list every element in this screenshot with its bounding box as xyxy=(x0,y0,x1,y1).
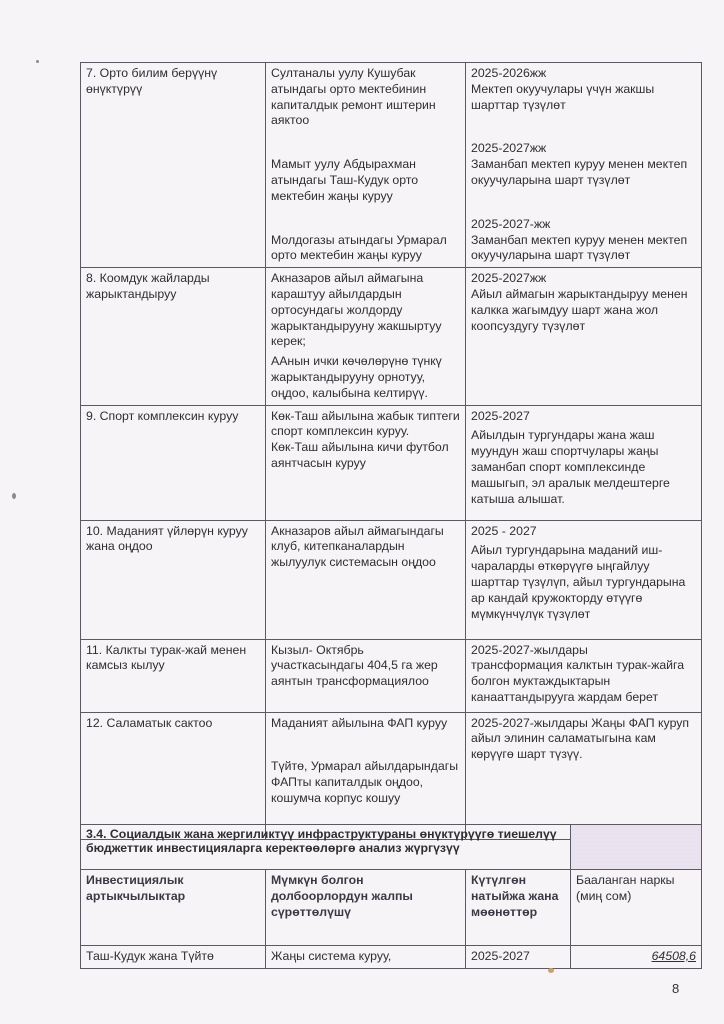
table-row xyxy=(81,712,702,839)
results-cell xyxy=(466,268,702,405)
goal-cell: 11. Калкты турак-жай менен камсыз кылуу xyxy=(81,639,266,712)
table-row xyxy=(81,268,702,405)
result-period: 2025 - 2027 xyxy=(471,523,537,538)
development-plan-table xyxy=(80,62,702,840)
results-cell xyxy=(466,405,702,520)
projects-cell xyxy=(266,63,466,268)
cost-cell: 64508,6 xyxy=(571,946,702,969)
column-header: Инвестициялык артыкчылыктар xyxy=(81,870,266,946)
result-period: 2025-2027-жылдары xyxy=(471,642,588,657)
project-text: Түйтө, Урмарал айылдарындагы ФАПты капиталдык оңдоо, кошумча корпус кошуу xyxy=(271,759,459,805)
header-row xyxy=(81,870,702,946)
investment-table xyxy=(80,824,702,969)
result-period: 2025-2027жж xyxy=(471,141,547,156)
result-text: Айыл тургундарына маданий иш-чараларды өткөрүүгө ыңгайлуу шарттар түзүлүп, айыл тургундарына ар кандай кружокторду өтүүгө мүмкүнчүлүк түзүлөт xyxy=(471,543,686,621)
results-cell xyxy=(466,63,702,268)
shaded-cell xyxy=(571,825,702,870)
project-text: Көк-Таш айылына жабык типтеги спорт комплексин куруу. xyxy=(271,408,460,439)
results-cell xyxy=(466,520,702,639)
goal-cell: 8. Коомдук жайларды жарыктандыруу xyxy=(81,268,266,405)
period-cell: 2025-2027 xyxy=(466,946,571,969)
scan-speck xyxy=(12,493,16,499)
table-row xyxy=(81,520,702,639)
result-text: Заманбап мектеп куруу менен мектеп окуучуларына шарт түзүлөт xyxy=(471,232,688,263)
goal-cell: 7. Орто билим берүүнү өнүктүрүү xyxy=(81,63,266,268)
project-text: Молдогазы атындагы Урмарал орто мектебин жаңы куруу xyxy=(271,232,447,263)
projects-cell xyxy=(266,268,466,405)
result-period: 2025-2027жж xyxy=(471,271,547,286)
projects-cell xyxy=(266,712,466,839)
result-text: Мектеп окуучулары үчүн жакшы шарттар түзүлөт xyxy=(471,81,655,112)
scan-speck xyxy=(548,968,554,973)
table-row xyxy=(81,63,702,268)
result-period: 2025-2027-жж xyxy=(471,216,551,231)
project-text: Көк-Таш айылына кичи футбол аянтчасын куруу xyxy=(271,440,449,470)
result-text: Айылдын тургундары жана жаш муундун жаш спортчулары жаңы заманбап спорт комплексинде машыгып, эл аралык мелдештерге катыша алышат. xyxy=(471,428,670,506)
column-header: Күтүлгөн натыйжа жана мөөнөттөр xyxy=(466,870,571,946)
priority-cell: Таш-Кудук жана Түйтө xyxy=(81,946,266,969)
projects-cell xyxy=(266,405,466,520)
page-number: 8 xyxy=(672,981,680,996)
project-text: Кызыл- Октябрь участкасындагы 404,5 га жер аянтын трансформациялоо xyxy=(271,642,438,689)
section-heading-row xyxy=(81,825,702,870)
scan-speck xyxy=(36,60,39,63)
project-text: Акназаров айыл аймагына караштуу айылдардын ортосундагы жолдорду жарыктандырууну жакшыртуу керек; xyxy=(271,271,442,349)
goal-cell: 9. Спорт комплексин куруу xyxy=(81,405,266,520)
goal-cell: 12. Саламатык сактоо xyxy=(81,712,266,839)
table-row xyxy=(81,639,702,712)
description-cell: Жаңы система куруу, xyxy=(266,946,466,969)
column-header: Бааланган наркы (миң сом) xyxy=(571,870,702,946)
column-header: Мүмкүн болгон долбоорлордун жалпы сүрөттөлүшү xyxy=(266,870,466,946)
result-period: 2025-2027 xyxy=(471,408,530,423)
goal-cell: 10. Маданият үйлөрүн куруу жана оңдоо xyxy=(81,520,266,639)
project-text: Султаналы уулу Кушубак атындагы орто мектебинин капиталдык ремонт иштерин аяктоо xyxy=(271,66,436,128)
result-text: Заманбап мектеп куруу менен мектеп окуучуларына шарт түзүлөт xyxy=(471,157,688,187)
table-row xyxy=(81,405,702,520)
project-text: Маданият айылына ФАП куруу xyxy=(271,715,448,730)
result-text: Айыл аймагын жарыктандыруу менен калкка жагымдуу шарт жана жол коопсуздугу түзүлөт xyxy=(471,286,688,333)
result-text: трансформация калктын турак-жайга болгон муктаждыктарын канааттандырууга жардам берет xyxy=(471,658,685,704)
project-text: Мамыт уулу Абдырахман атындагы Таш-Кудук орто мектебин жаңы куруу xyxy=(271,157,419,203)
section-heading: 3.4. Социалдык жана жергиликтүү инфраструктураны өнүктүрүүгө тиешелүү бюджеттик инвестицияларга керектөөлөргө анализ жүргүзүү xyxy=(81,825,571,870)
projects-cell xyxy=(266,520,466,639)
table-row xyxy=(81,946,702,969)
result-text: 2025-2027-жылдары Жаңы ФАП куруп айыл элинин саламатыгына кам көрүүгө шарт түзүү. xyxy=(471,715,690,762)
results-cell xyxy=(466,639,702,712)
project-text: Акназаров айыл аймагындагы клуб, китепканалардын жылуулук системасын оңдоо xyxy=(271,523,444,570)
result-period: 2025-2026жж xyxy=(471,66,547,80)
results-cell xyxy=(466,712,702,839)
projects-cell xyxy=(266,639,466,712)
project-text: ААнын ички көчөлөрүнө түнкү жарыктандырууну орнотуу, оңдоо, калыбына келтирүү. xyxy=(271,354,442,400)
